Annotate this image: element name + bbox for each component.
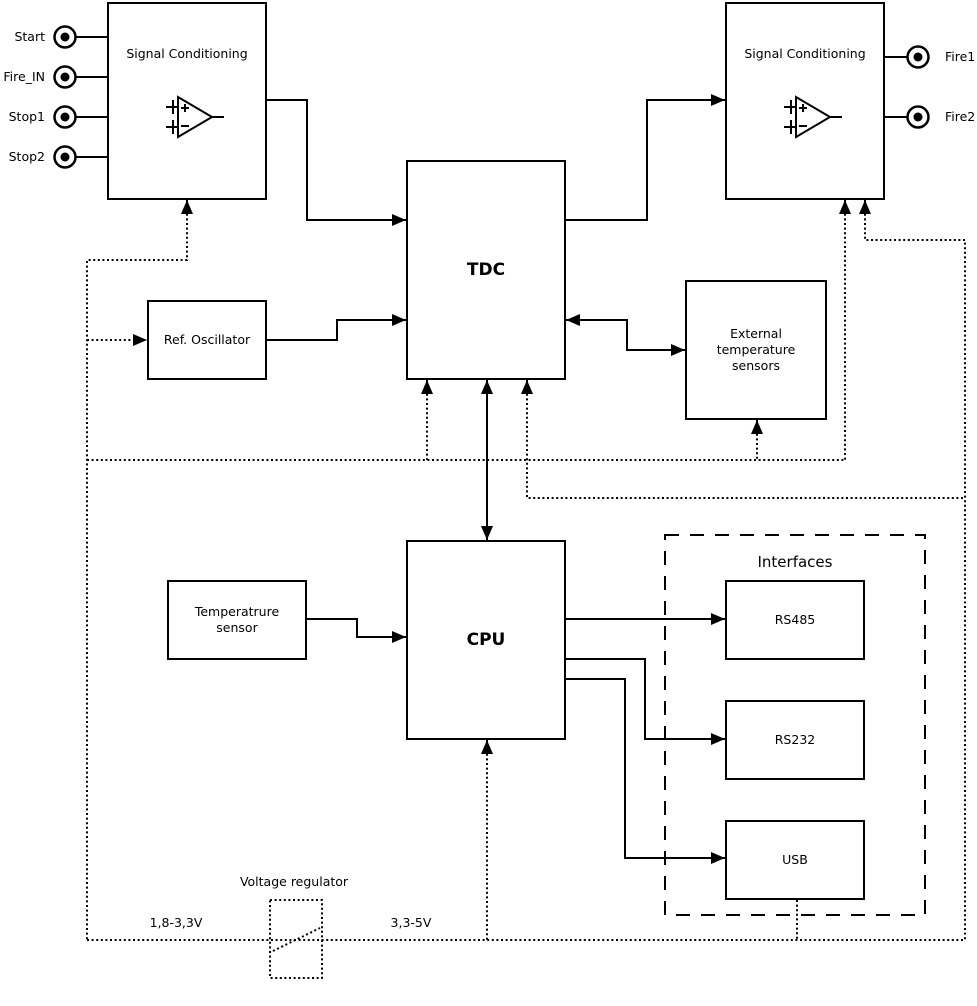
connector-start-icon xyxy=(55,27,108,48)
block-label-line: temperature xyxy=(716,342,796,357)
power-rail-label-right: 3,3-5V xyxy=(390,915,432,930)
block-signal-conditioning-right xyxy=(725,2,885,200)
block-label: Signal Conditioning xyxy=(744,46,866,61)
block-usb xyxy=(725,820,865,900)
block-label: TDC xyxy=(466,260,506,280)
input-label-stop2: Stop2 xyxy=(8,149,45,164)
block-rs485 xyxy=(725,580,865,660)
connector-stop1-icon xyxy=(55,107,108,128)
connector-stop2-icon xyxy=(55,147,108,168)
connector-fire2-icon xyxy=(885,107,929,128)
input-label-fire-in: Fire_IN xyxy=(3,69,45,84)
wire-tdc-to-sc-right xyxy=(566,100,725,220)
power-rail-label-left: 1,8-3,3V xyxy=(149,915,203,930)
block-label: RS485 xyxy=(774,612,816,627)
block-cpu xyxy=(406,540,566,740)
block-rs232 xyxy=(725,700,865,780)
block-label-line: External xyxy=(730,326,782,341)
block-label: CPU xyxy=(466,630,506,650)
output-connectors xyxy=(885,47,929,128)
output-label-fire1: Fire1 xyxy=(945,49,976,64)
block-temperature-sensor xyxy=(167,580,307,660)
block-external-temperature-sensors xyxy=(685,280,827,420)
connector-fire1-icon xyxy=(885,47,929,68)
op-amp-icon xyxy=(783,95,843,139)
block-label-line: sensors xyxy=(732,358,780,373)
block-tdc xyxy=(406,160,566,380)
wire-sc-left-to-tdc xyxy=(267,100,406,220)
wire-temp-sensor-to-cpu xyxy=(307,619,406,637)
interfaces-group-title: Interfaces xyxy=(757,553,833,571)
voltage-regulator-label: Voltage regulator xyxy=(239,874,349,889)
block-label-line: Temperatrure xyxy=(194,604,280,619)
block-label: Ref. Oscillator xyxy=(163,332,251,347)
op-amp-icon xyxy=(165,95,225,139)
block-label: USB xyxy=(782,852,808,867)
input-connectors xyxy=(55,27,108,168)
block-signal-conditioning-left xyxy=(107,2,267,200)
block-label-line: sensor xyxy=(216,620,258,635)
wire-cpu-to-rs232 xyxy=(566,659,725,739)
input-label-stop1: Stop1 xyxy=(8,109,45,124)
block-label: Signal Conditioning xyxy=(126,46,248,61)
block-label: RS232 xyxy=(774,732,816,747)
wire-tdc-ext-temp-bidirectional xyxy=(566,320,685,350)
connector-fire-in-icon xyxy=(55,67,108,88)
input-label-start: Start xyxy=(14,29,45,44)
wire-ref-oscillator-to-tdc xyxy=(267,320,406,340)
output-label-fire2: Fire2 xyxy=(945,109,976,124)
block-ref-oscillator xyxy=(147,300,267,380)
